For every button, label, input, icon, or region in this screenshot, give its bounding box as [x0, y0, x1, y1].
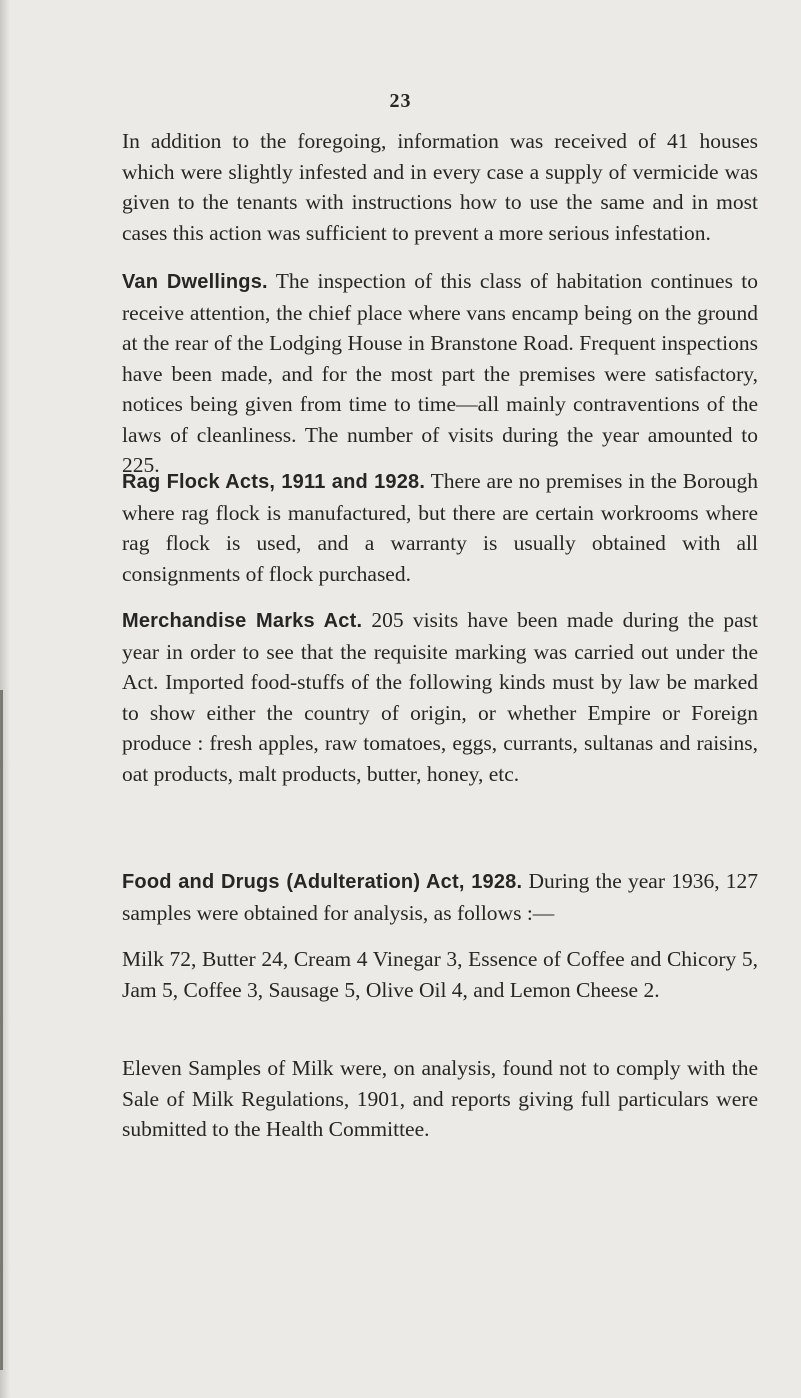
paragraph-samples-list — [122, 944, 758, 1005]
paragraph-merchandise-marks — [122, 605, 758, 789]
paragraph-milk-samples-text: Eleven Samples of Milk were, on analysis, found not to comply with the Sale of Milk Regulations, 1901, and reports giving full particulars were submitted to the Health Committee. — [122, 1056, 758, 1141]
paragraph-van-dwellings — [122, 266, 758, 481]
paragraph-samples-list-text: Milk 72, Butter 24, Cream 4 Vinegar 3, Essence of Coffee and Chicory 5, Jam 5, Coffee 3, Sausage 5, Olive Oil 4, and Lemon Cheese 2. — [122, 947, 758, 1002]
paragraph-infestation-text: In addition to the foregoing, information was received of 41 houses which were slightly infested and in every case a supply of vermicide was given to the tenants with instructions how to use the same and in most cases this action was sufficient to prevent a more serious infestation. — [122, 129, 758, 245]
heading-van-dwellings: Van Dwellings. — [122, 271, 268, 293]
paragraph-merchandise-marks-text: 205 visits have been made during the past year in order to see that the requisite marking was carried out under the Act. Imported food-stuffs of the following kinds must by law be marked to show either the country of origin, or whether Empire or Foreign produce : fresh apples, raw tomatoes, eggs, currants, sultanas and raisins, oat products, malt products, butter, honey, etc. — [122, 608, 759, 786]
heading-food-and-drugs: Food and Drugs (Adulteration) Act, 1928. — [122, 871, 523, 893]
paragraph-food-and-drugs-text: During the year 1936, 127 samples were obtained for analysis, as follows :— — [122, 869, 759, 925]
margin-mark — [0, 690, 3, 1370]
paragraph-rag-flock — [122, 466, 758, 589]
paragraph-milk-samples — [122, 1053, 758, 1145]
heading-merchandise-marks: Merchandise Marks Act. — [122, 610, 363, 632]
paragraph-infestation — [122, 126, 758, 248]
paragraph-rag-flock-text: There are no premises in the Borough where rag flock is manufactured, but there are certain workrooms where rag flock is used, and a warranty is usually obtained with all consignments of flock purchased. — [122, 469, 758, 586]
paragraph-food-and-drugs — [122, 866, 758, 928]
page-number: 23 — [389, 90, 412, 112]
paragraph-van-dwellings-text: The inspection of this class of habitation continues to receive attention, the chief place where vans encamp being on the ground at the rear of the Lodging House in Branstone Road. Frequent inspections have been made, and for the most part the premises were satisfactory, notices being given from time to time—all mainly contraventions of the laws of cleanliness. The number of visits during the year amounted to 225. — [122, 269, 758, 477]
heading-rag-flock: Rag Flock Acts, 1911 and 1928. — [122, 471, 426, 493]
